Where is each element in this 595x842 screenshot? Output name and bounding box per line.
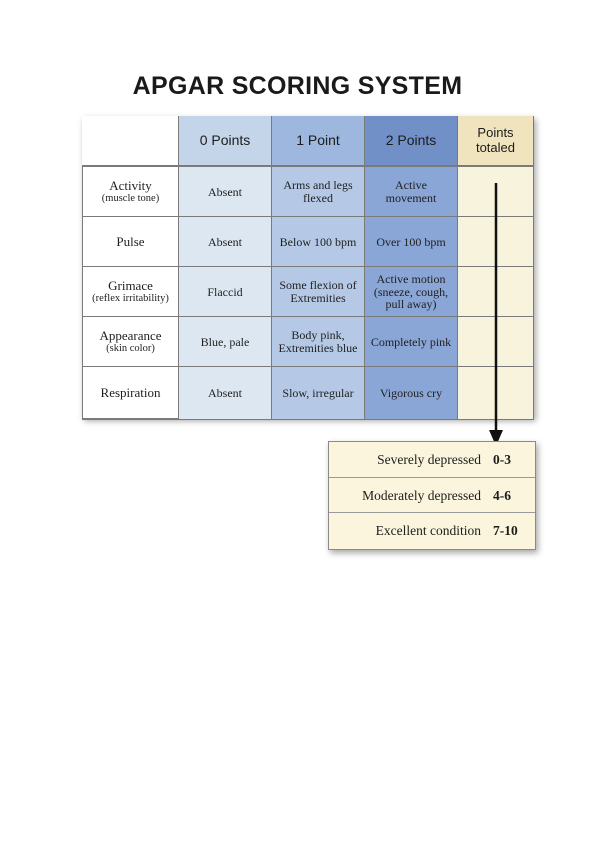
header-1-point — [271, 116, 364, 166]
result-label: Excellent condition — [375, 522, 481, 538]
score-2-cell — [364, 167, 457, 217]
score-0-cell — [178, 167, 271, 217]
points-totaled-cell — [457, 217, 534, 267]
score-0-cell — [178, 217, 271, 267]
result-row — [329, 477, 535, 513]
criterion-name: Appearance — [99, 327, 162, 343]
header-0-points — [178, 116, 271, 166]
result-range: 7-10 — [493, 522, 518, 538]
header-label: 1 Point — [296, 132, 340, 149]
points-totaled-cell — [457, 317, 534, 367]
score-2-cell — [364, 267, 457, 317]
criterion-name: Respiration — [100, 384, 161, 400]
cell-value: Active movement — [385, 178, 437, 205]
points-totaled-cell — [457, 367, 534, 419]
cell-value: Absent — [208, 184, 242, 199]
score-0-cell — [178, 317, 271, 367]
table-row — [82, 366, 534, 420]
apgar-table — [82, 116, 534, 418]
header-label: 2 Points — [385, 132, 437, 149]
points-totaled-cell — [457, 167, 534, 217]
table-row — [82, 316, 534, 367]
header-corner — [82, 116, 178, 166]
cell-value: Below 100 bpm — [279, 234, 357, 249]
result-row — [329, 512, 535, 548]
page-title: APGAR SCORING SYSTEM — [132, 72, 463, 100]
cell-value: Absent — [208, 234, 242, 249]
header-points-totaled — [457, 116, 534, 166]
score-2-cell — [364, 217, 457, 267]
cell-value: Absent — [208, 385, 242, 400]
criterion-cell — [82, 367, 178, 419]
table-row — [82, 266, 534, 317]
score-1-cell — [271, 167, 364, 217]
score-1-cell — [271, 367, 364, 419]
cell-value: Active motion (sneeze, cough, pull away) — [373, 272, 449, 312]
criterion-sub: (skin color) — [106, 343, 155, 355]
score-2-cell — [364, 367, 457, 419]
score-1-cell — [271, 317, 364, 367]
cell-value: Some flexion of Extremities — [279, 278, 357, 305]
cell-value: Flaccid — [207, 284, 243, 299]
score-1-cell — [271, 217, 364, 267]
header-label: Points totaled — [475, 124, 516, 155]
table-row — [82, 216, 534, 267]
criterion-name: Pulse — [116, 233, 145, 249]
criterion-cell — [82, 217, 178, 267]
cell-value: Blue, pale — [200, 334, 250, 349]
table-row — [82, 166, 534, 217]
cell-value: Vigorous cry — [379, 385, 443, 400]
result-label: Severely depressed — [377, 451, 481, 467]
points-totaled-cell — [457, 267, 534, 317]
cell-value: Over 100 bpm — [376, 234, 446, 249]
criterion-sub: (muscle tone) — [101, 193, 160, 205]
criterion-cell — [82, 317, 178, 367]
score-0-cell — [178, 367, 271, 419]
criterion-name: Activity — [109, 177, 152, 193]
cell-value: Completely pink — [370, 334, 452, 349]
score-interpretation-box — [328, 441, 536, 550]
cell-value: Arms and legs flexed — [283, 178, 353, 205]
score-1-cell — [271, 267, 364, 317]
result-range: 0-3 — [493, 451, 511, 467]
result-row — [329, 442, 535, 477]
table-header-row — [82, 116, 534, 166]
criterion-cell — [82, 267, 178, 317]
result-range: 4-6 — [493, 487, 511, 503]
criterion-cell — [82, 167, 178, 217]
cell-value: Slow, irregular — [282, 385, 354, 400]
header-2-points — [364, 116, 457, 166]
score-2-cell — [364, 317, 457, 367]
criterion-sub: (reflex irritability) — [92, 293, 169, 305]
criterion-name: Grimace — [108, 277, 153, 293]
header-label: 0 Points — [199, 132, 251, 149]
cell-value: Body pink, Extremities blue — [278, 328, 358, 355]
score-0-cell — [178, 267, 271, 317]
result-label: Moderately depressed — [362, 487, 481, 503]
